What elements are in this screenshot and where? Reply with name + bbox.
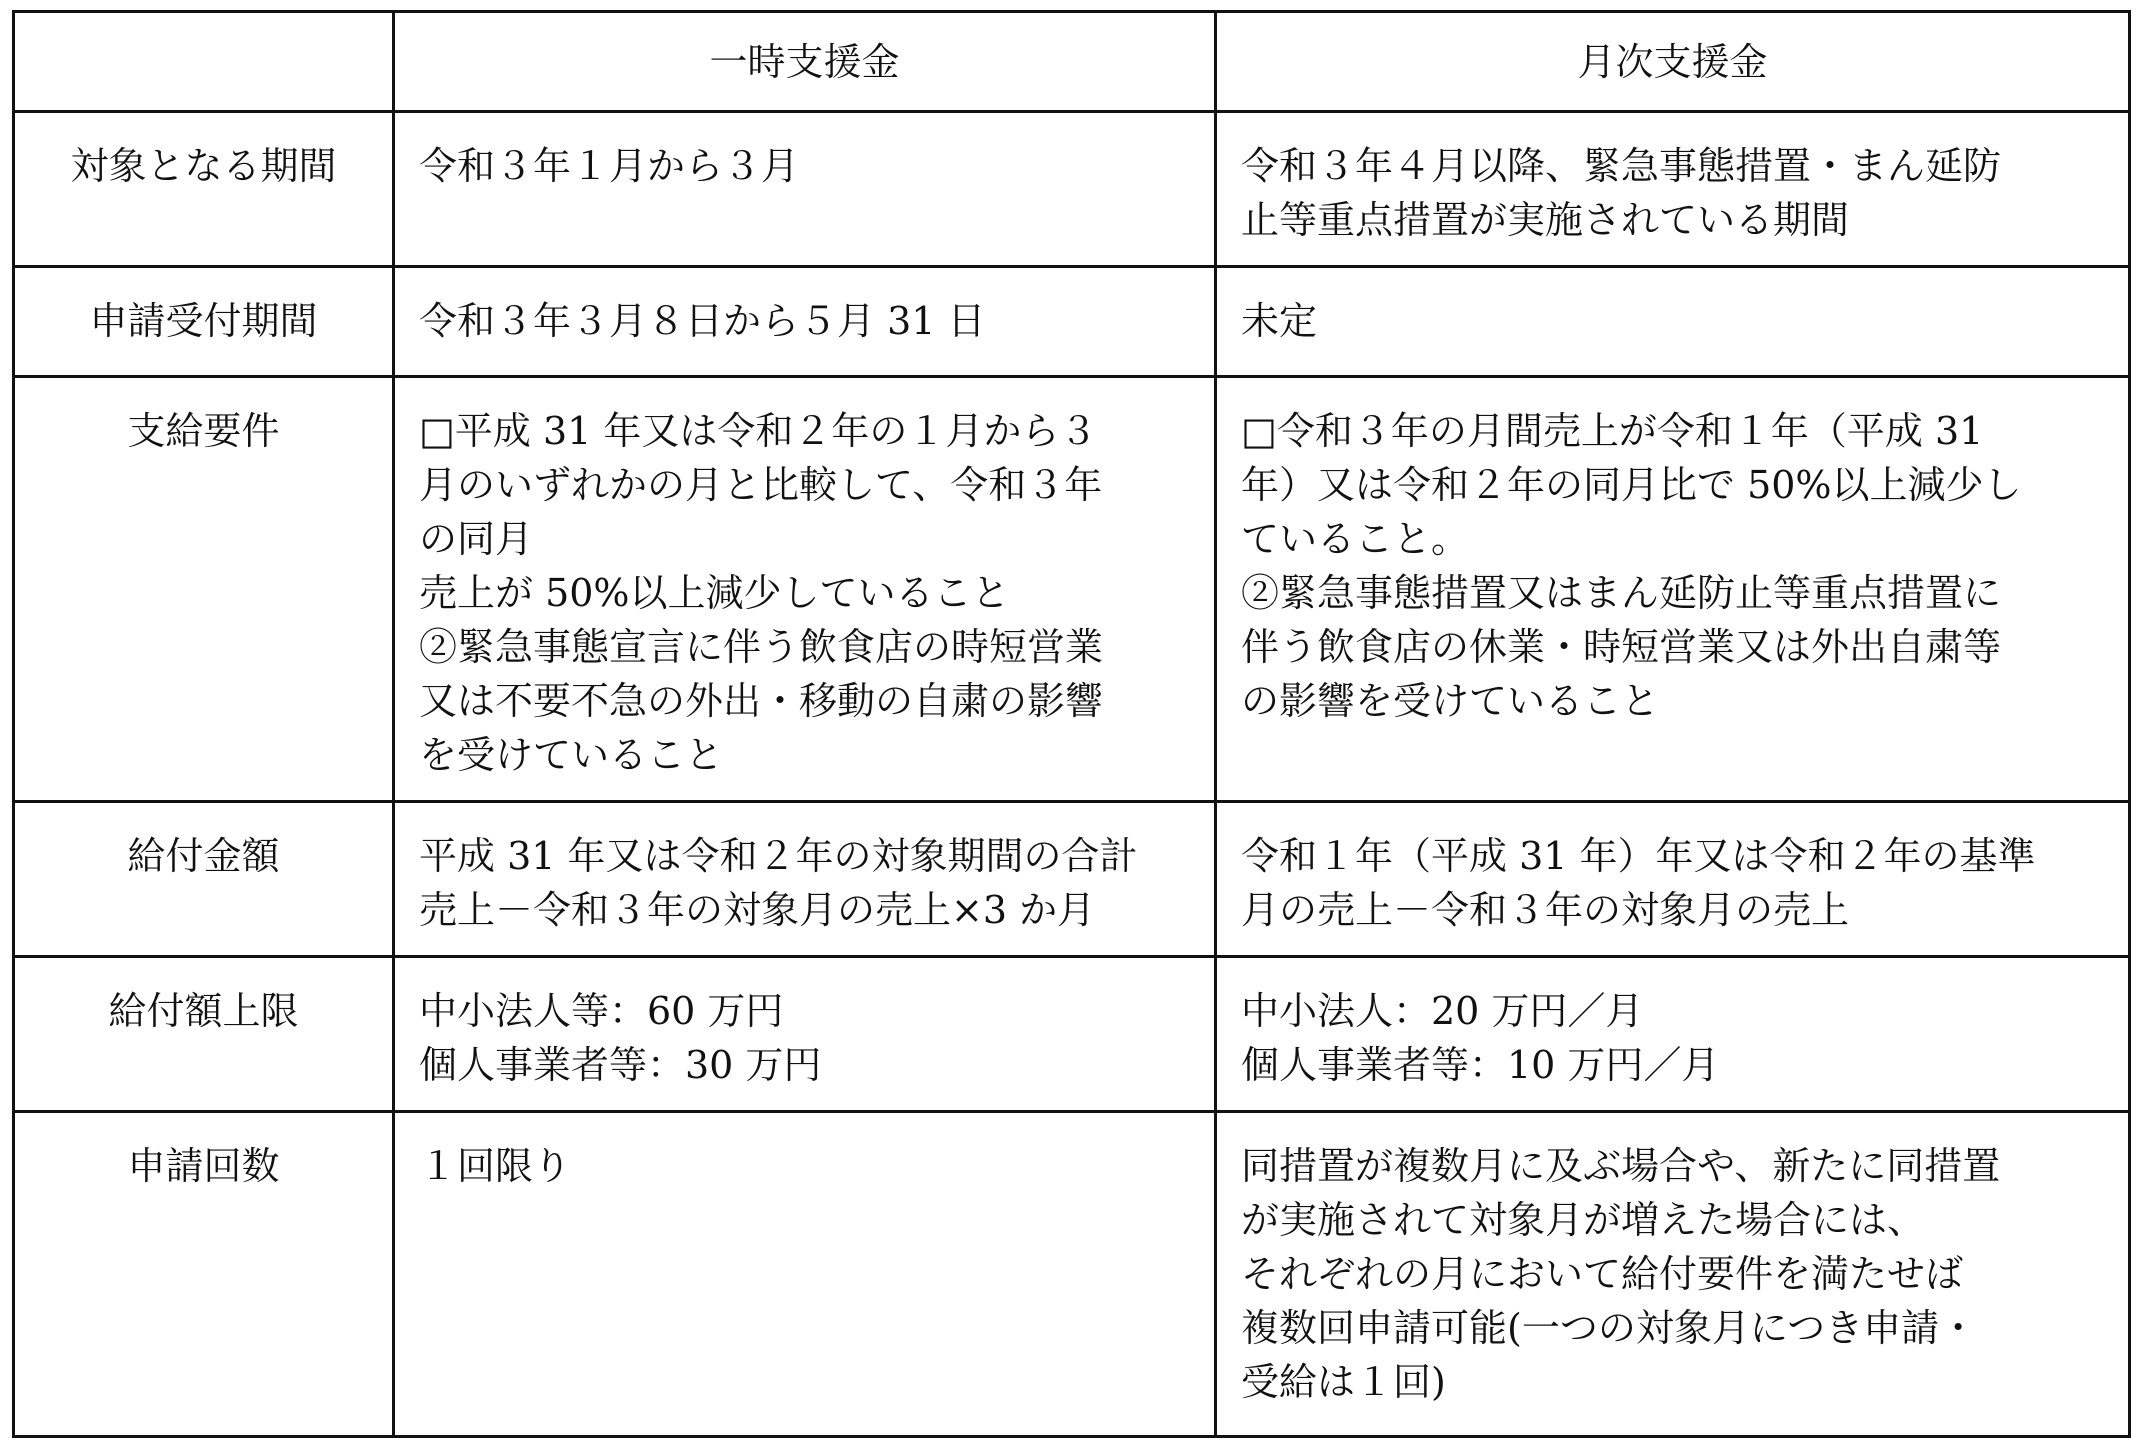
monthly-benefit-limit-cell <box>1216 957 2130 1112</box>
text-line: 令和３年３月８日から５月 31 日 <box>419 299 986 343</box>
text-line: を受けていること <box>419 733 724 777</box>
header-corner-cell <box>14 12 394 112</box>
table-row <box>14 802 2130 957</box>
text-line: 令和３年１月から３月 <box>419 144 800 188</box>
text-line: 月のいずれかの月と比較して、令和３年 <box>419 463 1103 507</box>
text-line: 令和１年（平成 31 年）年又は令和２年の基準 <box>1241 834 2036 878</box>
text-line: 令和３年４月以降、緊急事態措置・まん延防 <box>1241 144 2002 188</box>
monthly-application-period-cell <box>1216 267 2130 377</box>
row-label-requirements: 支給要件 <box>14 377 394 802</box>
text-line: 売上が 50%以上減少していること <box>419 571 1010 615</box>
row-label-application-period: 申請受付期間 <box>14 267 394 377</box>
text-line: １回限り <box>419 1144 572 1188</box>
text-line: それぞれの月において給付要件を満たせば <box>1241 1252 1964 1296</box>
text-line: 受給は１回) <box>1241 1360 1446 1404</box>
text-line: ②緊急事態宣言に伴う飲食店の時短営業 <box>419 625 1104 669</box>
temporary-target-period-cell <box>394 112 1216 267</box>
row-label-target-period: 対象となる期間 <box>14 112 394 267</box>
table-row <box>14 267 2130 377</box>
monthly-target-period-cell <box>1216 112 2130 267</box>
header-temporary-support: 一時支援金 <box>394 12 1216 112</box>
text-line: の同月 <box>419 517 534 561</box>
monthly-application-count-cell <box>1216 1112 2130 1437</box>
text-line: 未定 <box>1241 299 1318 343</box>
monthly-requirements-cell <box>1216 377 2130 802</box>
text-line: ていること。 <box>1241 517 1470 561</box>
row-label-application-count: 申請回数 <box>14 1112 394 1437</box>
support-comparison-table-wrapper <box>12 10 2128 1438</box>
header-monthly-support: 月次支援金 <box>1216 12 2130 112</box>
temporary-benefit-limit-cell <box>394 957 1216 1112</box>
support-comparison-table <box>12 10 2131 1438</box>
text-line: 中小法人等：60 万円 <box>419 989 784 1033</box>
row-label-benefit-amount: 給付金額 <box>14 802 394 957</box>
text-line: 中小法人：20 万円／月 <box>1241 989 1644 1033</box>
header-row <box>14 12 2130 112</box>
table-row <box>14 112 2130 267</box>
text-line: 個人事業者等：30 万円 <box>419 1043 822 1087</box>
text-line: 複数回申請可能(一つの対象月につき申請・ <box>1241 1306 1978 1350</box>
temporary-application-count-cell <box>394 1112 1216 1437</box>
table-row <box>14 957 2130 1112</box>
row-label-benefit-limit: 給付額上限 <box>14 957 394 1112</box>
text-line: 個人事業者等：10 万円／月 <box>1241 1043 1720 1087</box>
text-line: 止等重点措置が実施されている期間 <box>1241 198 1850 242</box>
text-line: 月の売上－令和３年の対象月の売上 <box>1241 888 1850 932</box>
table-row <box>14 1112 2130 1437</box>
monthly-benefit-amount-cell <box>1216 802 2130 957</box>
temporary-application-period-cell <box>394 267 1216 377</box>
text-line: □平成 31 年又は令和２年の１月から３ <box>419 409 1098 453</box>
text-line: 平成 31 年又は令和２年の対象期間の合計 <box>419 834 1138 878</box>
text-line: が実施されて対象月が増えた場合には、 <box>1241 1198 1926 1242</box>
text-line: □令和３年の月間売上が令和１年（平成 31 <box>1241 409 1984 453</box>
text-line: 年）又は令和２年の同月比で 50%以上減少し <box>1241 463 2022 507</box>
text-line: 又は不要不急の外出・移動の自粛の影響 <box>419 679 1104 723</box>
text-line: 売上－令和３年の対象月の売上×3 か月 <box>419 888 1096 932</box>
text-line: 伴う飲食店の休業・時短営業又は外出自粛等 <box>1241 625 2002 669</box>
text-line: の影響を受けていること <box>1241 679 1660 723</box>
text-line: ②緊急事態措置又はまん延防止等重点措置に <box>1241 571 2002 615</box>
text-line: 同措置が複数月に及ぶ場合や、新たに同措置 <box>1241 1144 2001 1188</box>
temporary-requirements-cell <box>394 377 1216 802</box>
table-row <box>14 377 2130 802</box>
temporary-benefit-amount-cell <box>394 802 1216 957</box>
